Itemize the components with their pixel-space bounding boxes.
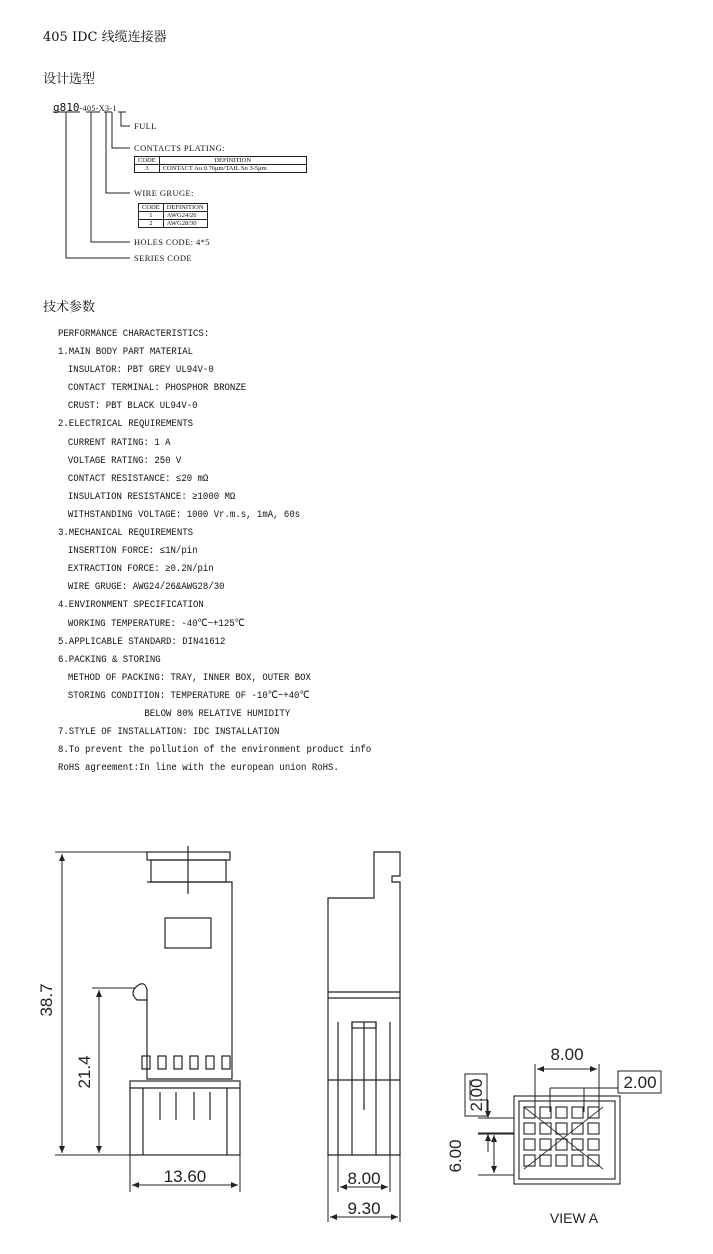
view-a [514, 1096, 620, 1184]
spec-line: CRUST: PBT BLACK UL94V-0 [67, 401, 198, 413]
spec-line: VOLTAGE RATING: 250 V [67, 455, 182, 467]
spec-line: WORKING TEMPERATURE: -40℃~+125℃ [67, 618, 245, 630]
spec-line: STORING CONDITION: TEMPERATURE OF -10℃~+40℃ [67, 690, 310, 702]
table-header: CODE [135, 157, 160, 165]
dim-lower-label: 21.4 [75, 1055, 94, 1089]
table-row [135, 157, 307, 165]
page-title: 405 IDC 线缆连接器 [43, 30, 167, 45]
side-outer-label: 9.30 [347, 1199, 381, 1218]
label-wire-gruge: WIRE GRUGE: [134, 188, 194, 198]
spec-line: 5.APPLICABLE STANDARD: DIN41612 [58, 636, 226, 648]
table-cell: AWG24/26 [163, 212, 207, 220]
spec-line: 2.ELECTRICAL REQUIREMENTS [58, 419, 194, 431]
spec-list [58, 326, 371, 778]
table-header: DEFINITION [159, 157, 306, 165]
section-design-selection: 设计选型 [43, 72, 96, 87]
technical-drawing [0, 830, 713, 1250]
part-code [53, 98, 117, 116]
part-code-prefix: g810 [53, 101, 80, 114]
spec-line: 6.PACKING & STORING [58, 654, 161, 666]
table-header: CODE [139, 204, 164, 212]
dim-height-label: 38.7 [37, 983, 56, 1017]
table-header: DEFINITION [163, 204, 207, 212]
side-inner-label: 8.00 [347, 1169, 381, 1188]
view-a-dimensions [470, 1064, 618, 1175]
table-cell: 3 [135, 165, 160, 173]
dim-width-label: 13.60 [163, 1167, 207, 1186]
front-view [130, 846, 240, 1155]
part-code-suffix: -405-X3-1 [79, 104, 117, 113]
side-view [328, 852, 400, 1155]
part-code-lines [0, 0, 713, 290]
spec-line: INSULATOR: PBT GREY UL94V-0 [67, 365, 214, 377]
spec-line: 4.ENVIRONMENT SPECIFICATION [58, 600, 204, 612]
table-row [139, 212, 208, 220]
spec-line: 1.MAIN BODY PART MATERIAL [58, 347, 194, 359]
spec-line: 8.To prevent the pollution of the environment product info [58, 745, 372, 757]
view-height-label: 6.00 [446, 1139, 465, 1173]
table-row [139, 204, 208, 212]
view-pitch-right-label: 2.00 [623, 1073, 657, 1092]
label-contacts-plating: CONTACTS PLATING: [134, 143, 225, 153]
table-cell: 2 [139, 220, 164, 228]
spec-line: CURRENT RATING: 1 A [67, 437, 171, 449]
table-row [135, 165, 307, 173]
label-holes-code: HOLES CODE: 4*5 [134, 237, 210, 247]
spec-line: EXTRACTION FORCE: ≥0.2N/pin [67, 564, 214, 576]
spec-line: CONTACT TERMINAL: PHOSPHOR BRONZE [67, 383, 247, 395]
label-series-code: SERIES CODE [134, 253, 193, 263]
view-width-label: 8.00 [550, 1045, 584, 1064]
table-cell: 1 [139, 212, 164, 220]
view-pitch-left-label: 2.00 [467, 1078, 486, 1112]
spec-line: PERFORMANCE CHARACTERISTICS: [58, 329, 210, 340]
spec-line: 7.STYLE OF INSTALLATION: IDC INSTALLATION [58, 727, 280, 739]
spec-line: METHOD OF PACKING: TRAY, INNER BOX, OUTER BOX [67, 672, 311, 684]
section-technical-params: 技术参数 [43, 300, 96, 315]
spec-line: INSULATION RESISTANCE: ≥1000 MΩ [67, 491, 236, 503]
view-a-label: VIEW A [549, 1210, 599, 1226]
table-cell: CONTACT Au 0.76μm/TAIL Sn 3-5μm [159, 165, 306, 173]
wire-table [138, 203, 208, 228]
spec-line: WIRE GRUGE: AWG24/26&AWG28/30 [67, 582, 225, 594]
spec-line: RoHS agreement:In line with the european union RoHS. [58, 763, 339, 775]
label-full: FULL [134, 121, 157, 131]
spec-line: BELOW 80% RELATIVE HUMIDITY [144, 708, 291, 720]
spec-line: 3.MECHANICAL REQUIREMENTS [58, 528, 194, 540]
spec-line: WITHSTANDING VOLTAGE: 1000 Vr.m.s, 1mA, 60s [67, 509, 301, 521]
table-row [139, 220, 208, 228]
spec-line: CONTACT RESISTANCE: ≤20 mΩ [67, 473, 209, 485]
spec-line: INSERTION FORCE: ≤1N/pin [67, 546, 198, 558]
table-cell: AWG28/30 [163, 220, 207, 228]
plating-table [134, 156, 307, 173]
